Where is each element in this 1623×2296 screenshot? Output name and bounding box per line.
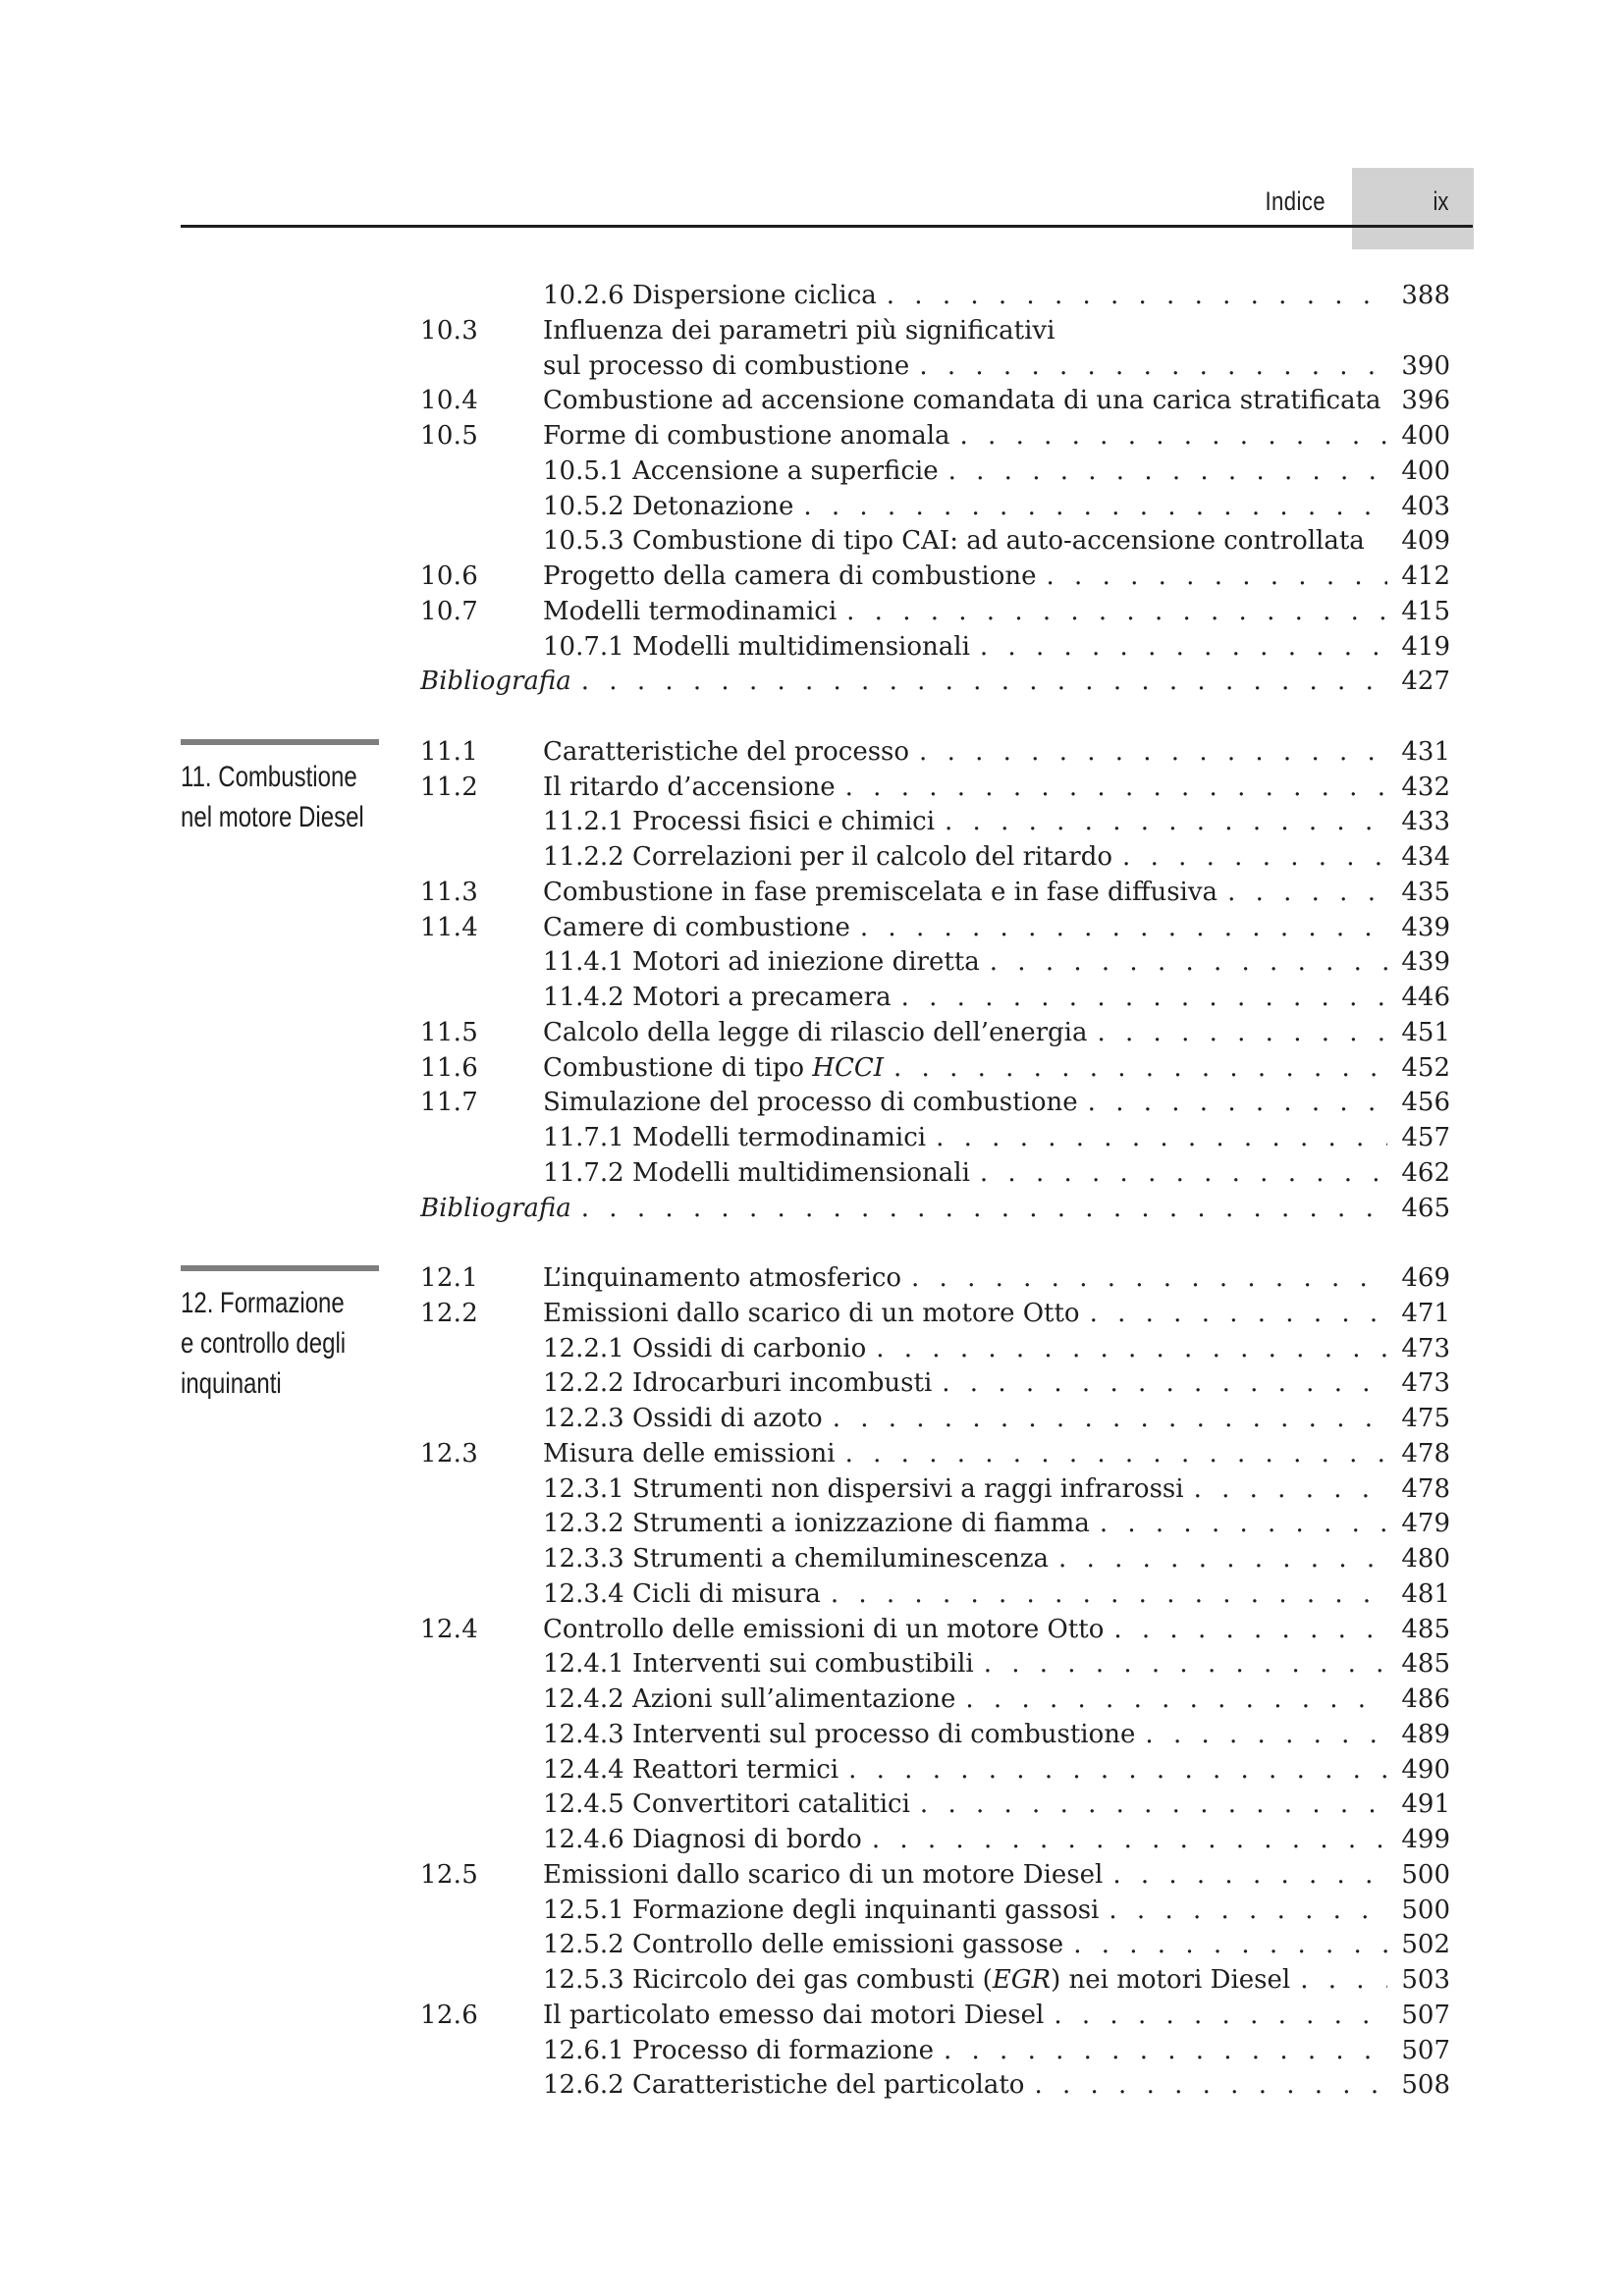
toc-entry-page: 473 <box>1401 1368 1450 1398</box>
toc-entry-title: 10.7.1 Modelli multidimensionali <box>543 632 970 662</box>
toc-entry-title: 12.4.2 Azioni sull’alimentazione <box>543 1684 956 1714</box>
toc-entry[interactable] <box>0 594 1623 629</box>
toc-entry[interactable] <box>0 1015 1623 1050</box>
toc-entry-title: 12.3.2 Strumenti a ionizzazione di fiamma <box>543 1509 1090 1538</box>
toc-entry-page: 486 <box>1401 1684 1450 1714</box>
toc-leader-dots <box>845 770 1387 805</box>
toc-entry[interactable] <box>0 1260 1623 1296</box>
toc-entry-title: 12.6.2 Caratteristiche del particolato <box>543 2070 1025 2100</box>
toc-entry-page: 491 <box>1401 1789 1450 1819</box>
running-header-title: Indice <box>1265 187 1325 216</box>
toc-entry-page: 507 <box>1401 2001 1450 2030</box>
toc-entry-title: 12.5.2 Controllo delle emissioni gassose <box>543 1930 1064 1959</box>
toc-entry-number: 11.2 <box>420 773 479 802</box>
toc-entry-page: 427 <box>1401 667 1450 696</box>
toc-entry-title: 11.2.1 Processi fisici e chimici <box>543 807 936 836</box>
toc-entry-title: 12.5.3 Ricircolo dei gas combusti (EGR) nei motori Diesel <box>543 1965 1291 1995</box>
toc-entry-title: 12.2.3 Ossidi di azoto <box>543 1404 823 1433</box>
toc-entry-page: 457 <box>1401 1123 1450 1152</box>
toc-entry-number: 12.4 <box>420 1615 479 1644</box>
toc-entry-text <box>420 1191 1387 1226</box>
toc-entry-text <box>543 804 1387 839</box>
toc-entry-page: 500 <box>1401 1896 1450 1925</box>
toc-leader-dots <box>980 629 1387 665</box>
toc-entry-text <box>543 910 1387 945</box>
toc-entry[interactable] <box>0 1085 1623 1120</box>
toc-leader-dots <box>1113 1612 1387 1647</box>
toc-entry-text <box>543 734 1387 770</box>
toc-leader-dots <box>919 734 1387 770</box>
toc-entry-title: Simulazione del processo di combustione <box>543 1088 1078 1117</box>
toc-leader-dots <box>872 1822 1387 1857</box>
toc-entry-text <box>543 1857 1387 1893</box>
toc-entry-number: 12.1 <box>420 1263 479 1293</box>
toc-entry-title: 12.4.5 Convertitori catalitici <box>543 1789 910 1819</box>
toc-leader-dots <box>901 980 1387 1015</box>
toc-entry-text <box>543 418 1387 454</box>
toc-entry-text <box>543 489 1387 524</box>
toc-entry[interactable] <box>0 1576 1623 1612</box>
toc-entry-text <box>543 313 1450 348</box>
toc-leader-dots <box>920 1787 1387 1822</box>
toc-leader-dots <box>1034 2067 1387 2103</box>
toc-entry[interactable] <box>0 1787 1623 1822</box>
toc-entry-page: 480 <box>1401 1544 1450 1574</box>
toc-entry-number: 10.4 <box>420 386 479 415</box>
toc-entry-title: 12.3.4 Cicli di misura <box>543 1579 821 1609</box>
toc-entry[interactable] <box>0 1401 1623 1436</box>
toc-entry-title: Combustione ad accensione comandata di una carica stratificata <box>543 386 1381 415</box>
toc-entry-title: 12.3.3 Strumenti a chemiluminescenza <box>543 1544 1050 1574</box>
toc-leader-dots <box>1109 1893 1387 1928</box>
toc-entry-number: 11.5 <box>420 1018 479 1047</box>
toc-leader-dots <box>581 1191 1387 1226</box>
toc-leader-dots <box>945 804 1387 839</box>
toc-entry-text <box>420 664 1387 699</box>
toc-entry[interactable] <box>0 1155 1623 1191</box>
toc-entry-page: 400 <box>1401 421 1450 451</box>
toc-entry[interactable] <box>0 2033 1623 2068</box>
toc-entry-text <box>543 1155 1387 1191</box>
toc-entry-page: 478 <box>1401 1439 1450 1468</box>
toc-entry-text <box>543 629 1387 665</box>
toc-entry-text <box>543 1893 1387 1928</box>
toc-entry-text <box>543 1120 1387 1155</box>
toc-entry-text <box>543 1962 1387 1998</box>
toc-entry-title: 12.4.6 Diagnosi di bordo <box>543 1825 862 1854</box>
toc-entry-text <box>543 1787 1387 1822</box>
toc-entry-page: 439 <box>1401 913 1450 942</box>
toc-entry[interactable] <box>0 489 1623 524</box>
toc-leader-dots <box>948 454 1387 489</box>
toc-leader-dots <box>1227 875 1387 910</box>
acronym-hcci: HCCI <box>812 1053 885 1083</box>
toc-entry-page: 500 <box>1401 1860 1450 1890</box>
toc-entry-text <box>543 1646 1387 1682</box>
toc-entry[interactable] <box>0 348 1623 384</box>
toc-entry-text <box>543 383 1387 418</box>
toc-leader-dots <box>887 278 1387 313</box>
toc-entry[interactable] <box>0 1331 1623 1366</box>
toc-leader-dots <box>1073 1927 1387 1962</box>
toc-entry-page: 431 <box>1401 737 1450 767</box>
toc-leader-dots <box>1058 1541 1387 1576</box>
toc-leader-dots <box>803 489 1387 524</box>
toc-entry-page: 475 <box>1401 1404 1450 1433</box>
toc-leader-dots <box>1088 1085 1387 1120</box>
toc-entry-page: 481 <box>1401 1579 1450 1609</box>
toc-entry-page: 432 <box>1401 773 1450 802</box>
toc-entry[interactable] <box>0 1191 1623 1226</box>
toc-entry-title: L’inquinamento atmosferico <box>543 1263 902 1293</box>
toc-entry[interactable] <box>0 1962 1623 1998</box>
toc-entry[interactable] <box>0 1612 1623 1647</box>
toc-entry[interactable] <box>0 629 1623 665</box>
toc-entry-text <box>543 1506 1387 1541</box>
toc-entry[interactable] <box>0 839 1623 875</box>
toc-entry-number: 11.1 <box>420 737 479 767</box>
toc-entry-title: 12.4.4 Reattori termici <box>543 1755 839 1785</box>
toc-entry-title: Emissioni dallo scarico di un motore Diesel <box>543 1860 1104 1890</box>
toc-entry-title: Misura delle emissioni <box>543 1439 836 1468</box>
toc-entry-text <box>543 1296 1387 1331</box>
toc-entry-text <box>543 523 1387 559</box>
toc-leader-dots <box>1122 839 1387 875</box>
toc-entry-text <box>543 980 1387 1015</box>
toc-entry-title: Combustione di tipo HCCI <box>543 1053 885 1083</box>
toc-entry-page: 499 <box>1401 1825 1450 1854</box>
toc-entry-title: Calcolo della legge di rilascio dell’energia <box>543 1018 1088 1047</box>
toc-entry[interactable] <box>0 1471 1623 1507</box>
toc-entry-text <box>543 1927 1387 1962</box>
toc-entry-title: Bibliografia <box>420 667 571 696</box>
toc-entry-title: sul processo di combustione <box>543 351 910 381</box>
toc-leader-dots <box>942 1365 1387 1401</box>
toc-leader-dots <box>860 910 1387 945</box>
toc-entry[interactable] <box>0 944 1623 980</box>
toc-entry-title: Controllo delle emissioni di un motore Otto <box>543 1615 1105 1644</box>
toc-entry[interactable] <box>0 418 1623 454</box>
toc-entry-title: Il particolato emesso dai motori Diesel <box>543 2001 1045 2030</box>
toc-entry-text <box>543 1612 1387 1647</box>
toc-entry-text <box>543 1085 1387 1120</box>
toc-entry-title: 12.3.1 Strumenti non dispersivi a raggi infrarossi <box>543 1474 1184 1504</box>
toc-entry-page: 439 <box>1401 947 1450 977</box>
toc-entry-text <box>543 2033 1387 2068</box>
toc-entry[interactable] <box>0 383 1623 418</box>
toc-entry-page: 456 <box>1401 1088 1450 1117</box>
toc-entry-page: 435 <box>1401 878 1450 907</box>
toc-leader-dots <box>1090 1296 1387 1331</box>
toc-entry-title: 11.7.1 Modelli termodinamici <box>543 1123 927 1152</box>
toc-entry-title: 10.5.3 Combustione di tipo CAI: ad auto-accensione controllata <box>543 526 1365 556</box>
toc-leader-dots <box>1097 1015 1387 1050</box>
toc-entry[interactable] <box>0 313 1623 348</box>
toc-entry-title: Caratteristiche del processo <box>543 737 910 767</box>
toc-entry-text <box>543 559 1387 594</box>
toc-leader-dots <box>845 1436 1387 1471</box>
toc-entry-number: 11.6 <box>420 1053 479 1083</box>
toc-leader-dots <box>876 1331 1387 1366</box>
toc-entry-text <box>543 1401 1387 1436</box>
toc-entry[interactable] <box>0 1365 1623 1401</box>
toc-entry-page: 489 <box>1401 1720 1450 1749</box>
toc-leader-dots <box>1054 1998 1387 2033</box>
toc-entry-number: 11.7 <box>420 1088 479 1117</box>
toc-entry-page: 473 <box>1401 1334 1450 1363</box>
toc-leader-dots <box>1194 1471 1387 1507</box>
toc-entry-text <box>543 278 1387 313</box>
toc-entry-title: 11.4.2 Motori a precamera <box>543 983 892 1012</box>
toc-entry-title: 11.4.1 Motori ad iniezione diretta <box>543 947 980 977</box>
toc-leader-dots <box>944 2033 1387 2068</box>
toc-entry-page: 507 <box>1401 2036 1450 2065</box>
toc-entry-page: 479 <box>1401 1509 1450 1538</box>
toc-entry[interactable] <box>0 1296 1623 1331</box>
toc-entry-text <box>543 1717 1387 1752</box>
toc-entry-text <box>543 1260 1387 1296</box>
toc-leader-dots <box>833 1401 1387 1436</box>
toc-entry-title: Bibliografia <box>420 1194 571 1223</box>
toc-entry-number: 12.2 <box>420 1299 479 1328</box>
toc-entry-page: 434 <box>1401 842 1450 872</box>
toc-entry-page: 478 <box>1401 1474 1450 1504</box>
toc-entry-page: 403 <box>1401 492 1450 521</box>
toc-entry[interactable] <box>0 770 1623 805</box>
toc-entry-title: 12.6.1 Processo di formazione <box>543 2036 934 2065</box>
toc-leader-dots <box>581 664 1387 699</box>
chapter-title: 12. Formazione e controllo degli inquinanti <box>181 1287 347 1400</box>
toc-entry-number: 12.5 <box>420 1860 479 1890</box>
toc-leader-dots <box>960 418 1387 454</box>
toc-leader-dots <box>846 594 1387 629</box>
toc-entry-page: 409 <box>1401 526 1450 556</box>
toc-entry[interactable] <box>0 1436 1623 1471</box>
toc-entry-title: Forme di combustione anomala <box>543 421 950 451</box>
toc-entry-title: 10.5.1 Accensione a superficie <box>543 456 939 486</box>
toc-entry-title: 11.2.2 Correlazioni per il calcolo del ritardo <box>543 842 1113 872</box>
toc-entry-page: 446 <box>1401 983 1450 1012</box>
toc-entry-page: 390 <box>1401 351 1450 381</box>
toc-entry-text <box>543 1752 1387 1788</box>
toc-entry[interactable] <box>0 523 1623 559</box>
toc-entry-text <box>543 875 1387 910</box>
toc-entry[interactable] <box>0 1682 1623 1717</box>
toc-entry-text <box>543 1682 1387 1717</box>
toc-entry[interactable] <box>0 1893 1623 1928</box>
toc-entry[interactable] <box>0 1646 1623 1682</box>
toc-entry-title: 10.2.6 Dispersione ciclica <box>543 281 877 310</box>
toc-entry[interactable] <box>0 804 1623 839</box>
toc-entry-page: 508 <box>1401 2070 1450 2100</box>
toc-entry-page: 503 <box>1401 1965 1450 1995</box>
toc-entry-title: Camere di combustione <box>543 913 850 942</box>
toc-entry[interactable] <box>0 734 1623 770</box>
toc-entry-title: 12.4.1 Interventi sui combustibili <box>543 1649 974 1679</box>
toc-entry[interactable] <box>0 980 1623 1015</box>
toc-leader-dots <box>980 1155 1387 1191</box>
toc-entry-page: 396 <box>1401 386 1450 415</box>
toc-entry[interactable] <box>0 1717 1623 1752</box>
acronym-egr: EGR <box>992 1965 1052 1995</box>
toc-entry-number: 10.6 <box>420 561 479 591</box>
toc-entry-text <box>543 1471 1387 1507</box>
toc-entry[interactable] <box>0 1857 1623 1893</box>
toc-leader-dots <box>990 944 1387 980</box>
toc-entry[interactable] <box>0 1752 1623 1788</box>
toc-entry-title: 12.5.1 Formazione degli inquinanti gassosi <box>543 1896 1100 1925</box>
toc-leader-dots <box>965 1682 1387 1717</box>
toc-entry[interactable] <box>0 1998 1623 2033</box>
toc-entry-title: Progetto della camera di combustione <box>543 561 1037 591</box>
toc-entry-page: 412 <box>1401 561 1450 591</box>
toc-entry-text <box>543 1541 1387 1576</box>
toc-entry-page: 388 <box>1401 281 1450 310</box>
toc-entry-page: 462 <box>1401 1158 1450 1188</box>
toc-entry-page: 415 <box>1401 597 1450 626</box>
toc-entry[interactable] <box>0 1822 1623 1857</box>
toc-entry-text <box>543 839 1387 875</box>
toc-entry-text <box>543 1436 1387 1471</box>
toc-entry-title: 12.2.2 Idrocarburi incombusti <box>543 1368 933 1398</box>
toc-entry-text <box>543 594 1387 629</box>
toc-leader-dots <box>919 348 1387 384</box>
toc-entry-title: Emissioni dallo scarico di un motore Otto <box>543 1299 1080 1328</box>
toc-entry-page: 485 <box>1401 1615 1450 1644</box>
toc-entry-number: 12.3 <box>420 1439 479 1468</box>
toc-entry[interactable] <box>0 910 1623 945</box>
toc-entry-text <box>543 1998 1387 2033</box>
toc-entry-title: Modelli termodinamici <box>543 597 838 626</box>
toc-entry-title: 10.5.2 Detonazione <box>543 492 794 521</box>
toc-entry-page: 419 <box>1401 632 1450 662</box>
toc-entry-text <box>543 1331 1387 1366</box>
toc-leader-dots <box>1112 1857 1387 1893</box>
toc-leader-dots <box>1145 1717 1387 1752</box>
toc-leader-dots <box>1047 559 1387 594</box>
toc-leader-dots <box>911 1260 1387 1296</box>
toc-entry-page: 433 <box>1401 807 1450 836</box>
toc-entry-title: Combustione in fase premiscelata e in fase diffusiva <box>543 878 1218 907</box>
toc-leader-dots <box>984 1646 1387 1682</box>
toc-entry-number: 11.4 <box>420 913 479 942</box>
toc-entry[interactable] <box>0 1927 1623 1962</box>
toc-entry-page: 400 <box>1401 456 1450 486</box>
toc-entry[interactable] <box>0 454 1623 489</box>
toc-entry[interactable] <box>0 1120 1623 1155</box>
toc-entry-title: Influenza dei parametri più significativi <box>543 316 1055 346</box>
toc-entry-title: 12.2.1 Ossidi di carbonio <box>543 1334 867 1363</box>
toc-entry-text <box>543 1822 1387 1857</box>
toc-leader-dots <box>1100 1506 1387 1541</box>
toc-entry-page: 490 <box>1401 1755 1450 1785</box>
toc-entry[interactable] <box>0 1050 1623 1086</box>
toc-entry-text <box>543 770 1387 805</box>
toc-leader-dots <box>1300 1962 1387 1998</box>
toc-entry-text <box>543 1015 1387 1050</box>
toc-entry[interactable] <box>0 1541 1623 1576</box>
toc-entry-text <box>543 1365 1387 1401</box>
toc-entry-page: 469 <box>1401 1263 1450 1293</box>
toc-entry-text <box>543 1576 1387 1612</box>
toc-entry-page: 502 <box>1401 1930 1450 1959</box>
toc-entry-number: 12.6 <box>420 2001 479 2030</box>
toc-entry[interactable] <box>0 1506 1623 1541</box>
toc-entry[interactable] <box>0 875 1623 910</box>
toc-entry-page: 465 <box>1401 1194 1450 1223</box>
toc-entry[interactable] <box>0 559 1623 594</box>
toc-entry[interactable] <box>0 2067 1623 2103</box>
toc-entry-number: 10.7 <box>420 597 479 626</box>
chapter-title: 11. Combustione nel motore Diesel <box>181 761 364 833</box>
toc-leader-dots <box>893 1050 1387 1086</box>
toc-entry-title: 12.4.3 Interventi sul processo di combustione <box>543 1720 1136 1749</box>
toc-entry-title: 11.7.2 Modelli multidimensionali <box>543 1158 970 1188</box>
toc-entry-number: 10.3 <box>420 316 479 346</box>
toc-entry-text <box>543 348 1387 384</box>
toc-entry-page: 451 <box>1401 1018 1450 1047</box>
toc-entry-page: 485 <box>1401 1649 1450 1679</box>
toc-entry[interactable] <box>0 278 1623 313</box>
toc-leader-dots <box>848 1752 1387 1788</box>
toc-entry-number: 10.5 <box>420 421 479 451</box>
toc-entry[interactable] <box>0 664 1623 699</box>
toc-entry-text <box>543 1050 1387 1086</box>
toc-leader-dots <box>831 1576 1387 1612</box>
toc-entry-title: Il ritardo d’accensione <box>543 773 836 802</box>
toc-entry-page: 471 <box>1401 1299 1450 1328</box>
toc-entry-text <box>543 944 1387 980</box>
toc-entry-number: 11.3 <box>420 878 479 907</box>
toc-leader-dots <box>936 1120 1387 1155</box>
toc-entry-text <box>543 2067 1387 2103</box>
toc-entry-page: 452 <box>1401 1053 1450 1083</box>
toc-entry-text <box>543 454 1387 489</box>
page-number: ix <box>1433 187 1448 216</box>
